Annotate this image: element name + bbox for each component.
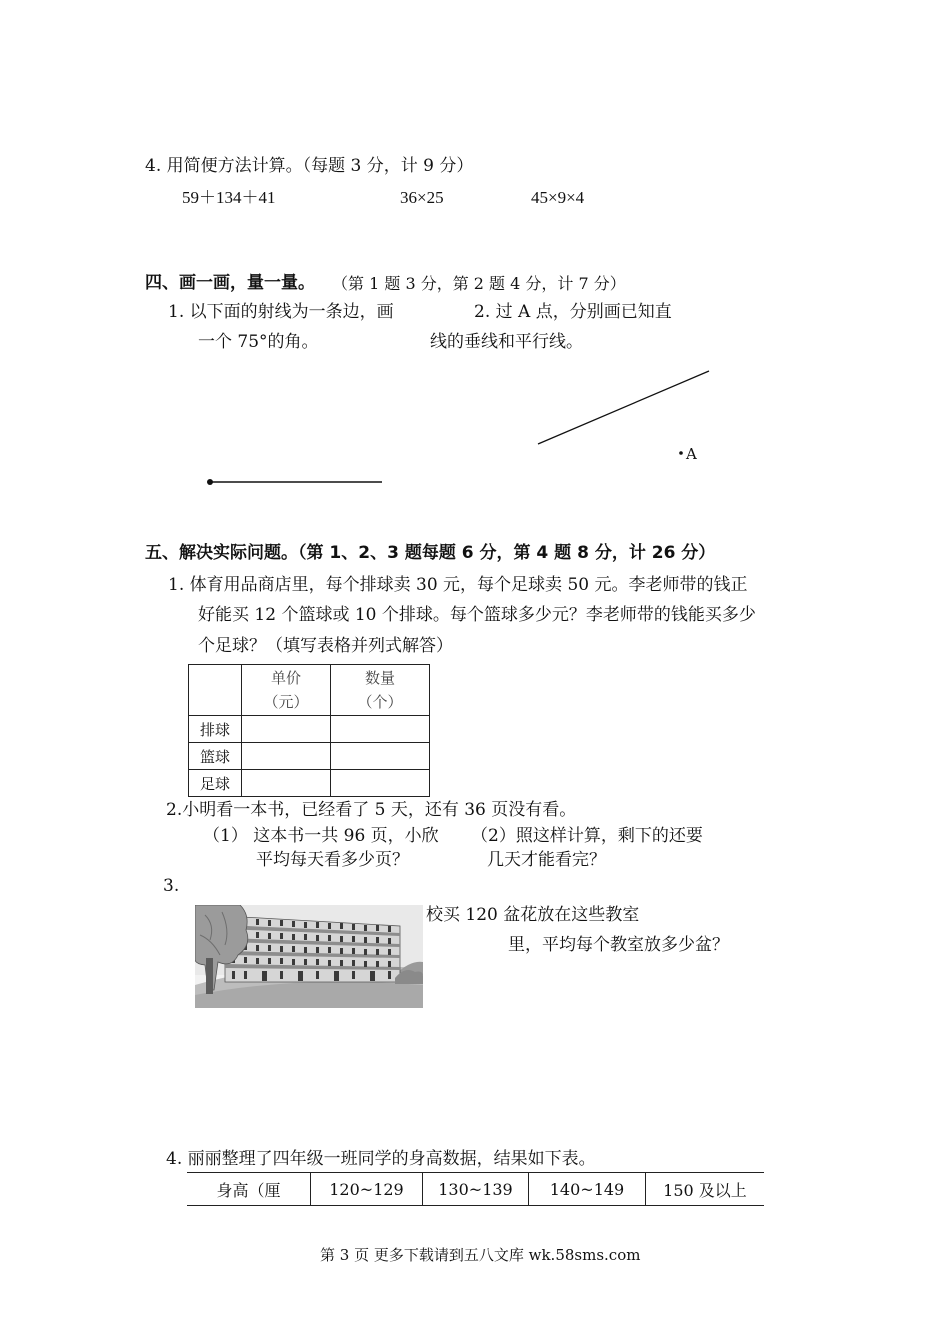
p2-sub1-line2: 平均每天看多少页？ — [256, 850, 409, 870]
height-header-cell: 身高（厘 — [187, 1173, 311, 1206]
header-unit-price-unit: （元） — [263, 693, 309, 711]
p2-line: 2.小明看一本书，已经看了 5 天，还有 36 页没有看。 — [166, 800, 577, 820]
section4-title: 四、画一画，量一量。 — [145, 273, 315, 293]
p1-line3: 个足球？（填写表格并列式解答） — [198, 636, 453, 656]
section4-item1-line2: 一个 75°的角。 — [198, 332, 319, 352]
section4-score-note: （第 1 题 3 分，第 2 题 4 分，计 7 分） — [332, 274, 626, 293]
p2-sub1-line1: （1） 这本书一共 96 页，小欣 — [203, 826, 439, 846]
p2-sub2-line2: 几天才能看完？ — [487, 850, 606, 870]
p3-line2: 里，平均每个教室放多少盆？ — [508, 935, 729, 955]
section4-item2-line1: 2. 过 A 点，分别画已知直 — [474, 302, 672, 322]
table-row — [187, 1173, 764, 1206]
p2-sub2-line1: （2）照这样计算，剩下的还要 — [471, 826, 703, 846]
header-quantity-unit: （个） — [357, 693, 403, 711]
height-range-cell: 150 及以上 — [646, 1173, 765, 1206]
row-label-volleyball: 排球 — [189, 716, 242, 743]
q4-expr-2: 36×25 — [400, 188, 444, 207]
page-footer: 第 3 页 更多下载请到五八文库 wk.58sms.com — [320, 1246, 641, 1264]
p1-line1: 1. 体育用品商店里，每个排球卖 30 元，每个足球卖 50 元。李老师带的钱正 — [168, 575, 748, 595]
height-range-cell: 140~149 — [529, 1173, 646, 1206]
header-quantity-label: 数量 — [364, 669, 395, 687]
section5-title: 五、解决实际问题。（第 1、2、3 题每题 6 分，第 4 题 8 分，计 26 分） — [145, 543, 716, 563]
section4-item1-line1: 1. 以下面的射线为一条边，画 — [168, 302, 394, 322]
p3-line1: 校买 120 盆花放在这些教室 — [426, 905, 640, 925]
p3-number: 3. — [163, 876, 180, 896]
p4-line: 4. 丽丽整理了四年级一班同学的身高数据，结果如下表。 — [166, 1149, 596, 1169]
q4-expr-1: 59＋134＋41 — [182, 188, 276, 207]
p1-line2: 好能买 12 个篮球或 10 个排球。每个篮球多少元？李老师带的钱能买多少 — [198, 605, 756, 625]
point-a-label: A — [686, 445, 697, 463]
q4-expr-3: 45×9×4 — [531, 188, 585, 207]
height-range-cell: 130~139 — [423, 1173, 529, 1206]
q4-heading: 4. 用简便方法计算。（每题 3 分，计 9 分） — [145, 156, 474, 176]
height-range-cell: 120~129 — [311, 1173, 423, 1206]
section4-item2-line2: 线的垂线和平行线。 — [430, 332, 583, 352]
height-table — [187, 1172, 764, 1206]
header-unit-price-label: 单价 — [270, 669, 301, 687]
row-label-football: 足球 — [189, 770, 242, 797]
row-label-basketball: 篮球 — [189, 743, 242, 770]
